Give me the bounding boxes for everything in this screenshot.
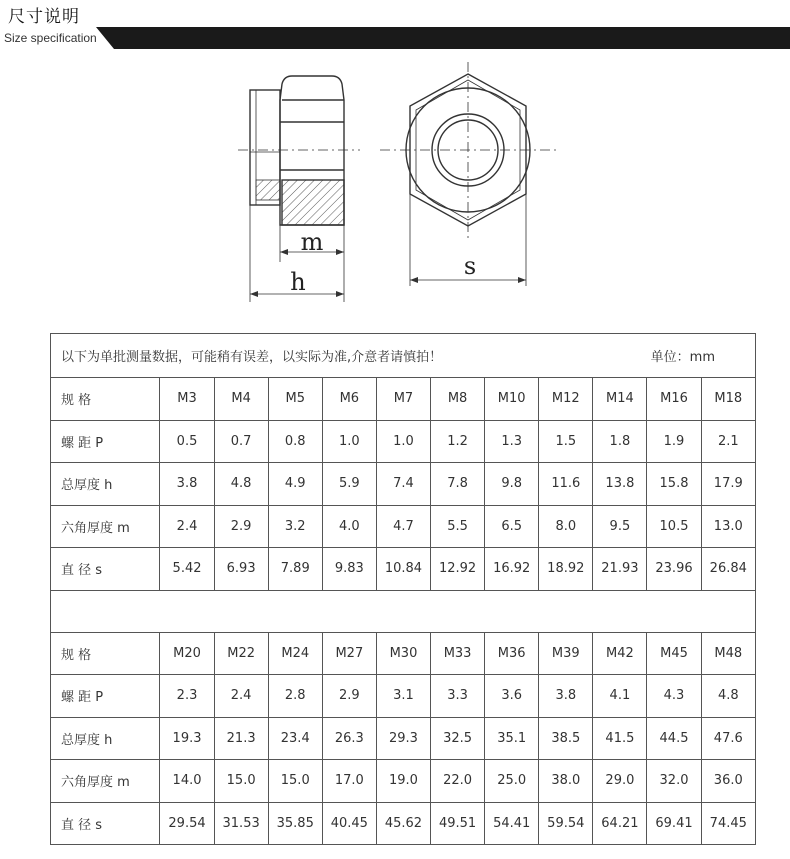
row-label: 六角厚度 m — [51, 505, 160, 548]
table-cell: M16 — [647, 378, 701, 421]
table-cell: M33 — [431, 632, 485, 675]
table-cell: 9.83 — [322, 548, 376, 591]
table-cell: 4.9 — [268, 463, 322, 506]
table-cell: 18.92 — [539, 548, 593, 591]
table-cell: 1.2 — [431, 420, 485, 463]
table-cell: 13.8 — [593, 463, 647, 506]
table-cell: 21.93 — [593, 548, 647, 591]
table-cell: 4.3 — [647, 675, 701, 718]
table-cell: 64.21 — [593, 802, 647, 845]
table-cell: 29.54 — [160, 802, 214, 845]
table-cell: 4.7 — [376, 505, 430, 548]
table-row — [51, 632, 756, 675]
table-cell: 2.3 — [160, 675, 214, 718]
table-cell: 17.0 — [322, 760, 376, 803]
table-cell: 15.0 — [214, 760, 268, 803]
table-cell: 12.92 — [431, 548, 485, 591]
table-cell: M22 — [214, 632, 268, 675]
row-label: 螺 距 P — [51, 420, 160, 463]
table-cell: 1.0 — [376, 420, 430, 463]
table-row — [51, 760, 756, 803]
table-cell: 2.4 — [160, 505, 214, 548]
table-cell: 23.96 — [647, 548, 701, 591]
table-cell: 15.0 — [268, 760, 322, 803]
dimension-label-h: h — [290, 268, 306, 296]
table-cell: 19.3 — [160, 717, 214, 760]
table-cell: 31.53 — [214, 802, 268, 845]
table-cell: 10.84 — [376, 548, 430, 591]
table-cell: 1.0 — [322, 420, 376, 463]
header-bar-notch — [96, 27, 114, 49]
dimension-label-m: m — [300, 228, 324, 256]
table-cell: 3.8 — [539, 675, 593, 718]
table-cell: 8.0 — [539, 505, 593, 548]
table-cell: 38.0 — [539, 760, 593, 803]
row-label: 规 格 — [51, 632, 160, 675]
table-cell: 1.5 — [539, 420, 593, 463]
table-spacer-cell — [51, 590, 756, 632]
table-cell: 44.5 — [647, 717, 701, 760]
table-cell: 5.5 — [431, 505, 485, 548]
table-cell: 2.4 — [214, 675, 268, 718]
table-cell: 6.5 — [485, 505, 539, 548]
table-cell: 35.1 — [485, 717, 539, 760]
table-cell: 3.6 — [485, 675, 539, 718]
page-title: 尺寸说明 — [8, 7, 80, 27]
table-cell: 14.0 — [160, 760, 214, 803]
table-cell: 3.3 — [431, 675, 485, 718]
table-cell: 0.8 — [268, 420, 322, 463]
table-cell: 9.8 — [485, 463, 539, 506]
table-cell: 0.7 — [214, 420, 268, 463]
table-cell: 10.5 — [647, 505, 701, 548]
table-cell: 45.62 — [376, 802, 430, 845]
table-cell: 9.5 — [593, 505, 647, 548]
table-row — [51, 802, 756, 845]
table-cell: 17.9 — [701, 463, 755, 506]
table-row — [51, 548, 756, 591]
dimension-label-s: s — [463, 252, 477, 280]
unit-text: 单位：mm — [650, 350, 715, 365]
table-cell: 26.84 — [701, 548, 755, 591]
table-cell: M42 — [593, 632, 647, 675]
table-cell: 69.41 — [647, 802, 701, 845]
table-row — [51, 463, 756, 506]
table-cell: 59.54 — [539, 802, 593, 845]
table-row — [51, 420, 756, 463]
table-cell: 7.89 — [268, 548, 322, 591]
table-cell: 1.8 — [593, 420, 647, 463]
table-row — [51, 675, 756, 718]
table-cell: M18 — [701, 378, 755, 421]
table-cell: M20 — [160, 632, 214, 675]
table-row — [51, 717, 756, 760]
table-cell: 11.6 — [539, 463, 593, 506]
header-bar-fill — [114, 27, 790, 49]
table-cell: M30 — [376, 632, 430, 675]
table-cell: 1.9 — [647, 420, 701, 463]
table-cell: 25.0 — [485, 760, 539, 803]
table-spacer-row — [51, 590, 756, 632]
table-cell: 40.45 — [322, 802, 376, 845]
table-cell: M4 — [214, 378, 268, 421]
table-cell: 54.41 — [485, 802, 539, 845]
row-label: 直 径 s — [51, 802, 160, 845]
table-cell: 4.8 — [701, 675, 755, 718]
table-cell: M6 — [322, 378, 376, 421]
table-cell: 2.1 — [701, 420, 755, 463]
table-cell: 7.4 — [376, 463, 430, 506]
table-cell: M14 — [593, 378, 647, 421]
row-label: 直 径 s — [51, 548, 160, 591]
table-cell: 4.0 — [322, 505, 376, 548]
table-cell: 29.3 — [376, 717, 430, 760]
table-cell: 4.8 — [214, 463, 268, 506]
table-cell: 5.9 — [322, 463, 376, 506]
table-cell: 21.3 — [214, 717, 268, 760]
table-cell: M8 — [431, 378, 485, 421]
table-cell: 3.8 — [160, 463, 214, 506]
table-cell: M24 — [268, 632, 322, 675]
table-cell: 19.0 — [376, 760, 430, 803]
table-cell: 2.8 — [268, 675, 322, 718]
table-cell: M48 — [701, 632, 755, 675]
table-cell: 26.3 — [322, 717, 376, 760]
notice-cell — [51, 334, 756, 378]
table-cell: M7 — [376, 378, 430, 421]
table-cell: 3.2 — [268, 505, 322, 548]
table-cell: 2.9 — [322, 675, 376, 718]
spec-table — [50, 333, 756, 845]
table-cell: 22.0 — [431, 760, 485, 803]
table-cell: 23.4 — [268, 717, 322, 760]
table-cell: 38.5 — [539, 717, 593, 760]
row-label: 总厚度 h — [51, 463, 160, 506]
table-row — [51, 378, 756, 421]
table-cell: 6.93 — [214, 548, 268, 591]
table-cell: 35.85 — [268, 802, 322, 845]
table-cell: 47.6 — [701, 717, 755, 760]
row-label: 规 格 — [51, 378, 160, 421]
table-cell: 15.8 — [647, 463, 701, 506]
table-cell: M27 — [322, 632, 376, 675]
nut-dimension-diagram — [220, 62, 580, 307]
notice-text: 以下为单批测量数据，可能稍有误差，以实际为准,介意者请慎拍！ — [61, 350, 443, 365]
table-cell: 0.5 — [160, 420, 214, 463]
table-cell: 29.0 — [593, 760, 647, 803]
row-label: 六角厚度 m — [51, 760, 160, 803]
row-label: 螺 距 P — [51, 675, 160, 718]
table-cell: 41.5 — [593, 717, 647, 760]
table-cell: 5.42 — [160, 548, 214, 591]
table-cell: 74.45 — [701, 802, 755, 845]
header-bar — [0, 27, 790, 49]
table-cell: 3.1 — [376, 675, 430, 718]
table-cell: 32.0 — [647, 760, 701, 803]
table-cell: 36.0 — [701, 760, 755, 803]
table-cell: 16.92 — [485, 548, 539, 591]
table-cell: 49.51 — [431, 802, 485, 845]
table-cell: 13.0 — [701, 505, 755, 548]
table-cell: M10 — [485, 378, 539, 421]
table-cell: 32.5 — [431, 717, 485, 760]
table-cell: 2.9 — [214, 505, 268, 548]
row-label: 总厚度 h — [51, 717, 160, 760]
table-cell: 1.3 — [485, 420, 539, 463]
table-row — [51, 505, 756, 548]
table-cell: M5 — [268, 378, 322, 421]
table-cell: M45 — [647, 632, 701, 675]
table-cell: M39 — [539, 632, 593, 675]
table-cell: M3 — [160, 378, 214, 421]
notice-row — [51, 334, 756, 378]
table-cell: 7.8 — [431, 463, 485, 506]
page-subtitle: Size specification — [4, 31, 97, 45]
table-cell: M12 — [539, 378, 593, 421]
table-cell: M36 — [485, 632, 539, 675]
nut-drawing — [220, 62, 580, 307]
table-cell: 4.1 — [593, 675, 647, 718]
